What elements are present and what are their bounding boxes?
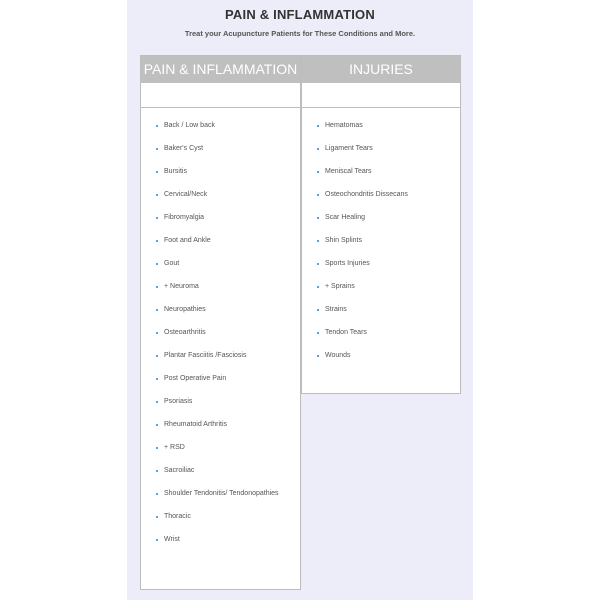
list-item [317,143,460,155]
list-item [156,258,300,270]
list-item [156,166,300,178]
list-item [317,212,460,224]
bullet-icon [156,332,158,334]
list-item-label: Bursitis [164,168,187,175]
bullet-icon [156,378,158,380]
bullet-icon [156,263,158,265]
bullet-icon [156,240,158,242]
list-item-label: Thoracic [164,513,191,520]
list-item [317,327,460,339]
list-item [156,235,300,247]
list-item [317,166,460,178]
list-item-label: Meniscal Tears [325,168,372,175]
list-item [156,488,300,500]
bullet-icon [156,516,158,518]
list-item-label: Osteochondritis Dissecans [325,191,408,198]
list-item-label: Ligament Tears [325,145,373,152]
list-item [156,143,300,155]
bullet-icon [317,217,319,219]
list-item [156,120,300,132]
bullet-icon [156,171,158,173]
list-item-label: Shoulder Tendonitis/ Tendonopathies [164,490,279,497]
list-item-label: Wrist [164,536,180,543]
list-item-label: + RSD [164,444,185,451]
bullet-icon [156,470,158,472]
list-item-label: Neuropathies [164,306,206,313]
list-item [156,465,300,477]
list-item [156,373,300,385]
bullet-icon [156,217,158,219]
bullet-icon [156,148,158,150]
bullet-icon [156,401,158,403]
bullet-icon [156,355,158,357]
list-item [156,350,300,362]
list-item-label: Strains [325,306,347,313]
pain-inflammation-column [140,55,301,590]
bullet-icon [317,263,319,265]
list-item [317,281,460,293]
list-item [317,258,460,270]
list-item [156,396,300,408]
list-item [317,189,460,201]
list-item-label: Sports Injuries [325,260,370,267]
bullet-icon [156,424,158,426]
bullet-icon [317,194,319,196]
column-spacer [141,83,300,108]
list-item [317,235,460,247]
list-item-label: Baker's Cyst [164,145,204,152]
list-item [156,212,300,224]
list-item [317,304,460,316]
list-item [317,350,460,362]
list-item-label: Hematomas [325,122,363,129]
column-heading-pain-inflammation: PAIN & INFLAMMATION [141,56,300,83]
list-item [156,281,300,293]
list-item [156,511,300,523]
bullet-icon [317,240,319,242]
injuries-list [302,108,460,362]
list-item-label: Cervical/Neck [164,191,208,198]
list-item-label: Gout [164,260,180,267]
bullet-icon [156,539,158,541]
bullet-icon [317,332,319,334]
bullet-icon [156,286,158,288]
list-item-label: Osteoarthritis [164,329,206,336]
list-item-label: + Neuroma [164,283,199,290]
list-item-label: Shin Splints [325,237,362,244]
list-item-label: Foot and Ankle [164,237,211,244]
bullet-icon [317,171,319,173]
bullet-icon [317,286,319,288]
list-item-label: Back / Low back [164,122,215,129]
page-subtitle: Treat your Acupuncture Patients for These Conditions and More. [184,29,416,38]
bullet-icon [317,125,319,127]
list-item-label: Psoriasis [164,398,193,405]
list-item-label: Sacroiliac [164,467,195,474]
pain-inflammation-list [141,108,300,546]
content-panel [127,0,473,600]
page-title: PAIN & INFLAMMATION [225,7,375,22]
injuries-column [301,55,461,394]
list-item [156,327,300,339]
list-item [156,304,300,316]
list-item-label: Fibromyalgia [164,214,205,221]
bullet-icon [156,125,158,127]
column-spacer [302,83,460,108]
bullet-icon [156,493,158,495]
list-item-label: Wounds [325,352,351,359]
bullet-icon [156,194,158,196]
bullet-icon [317,355,319,357]
column-heading-injuries: INJURIES [302,56,460,83]
bullet-icon [317,309,319,311]
list-item [317,120,460,132]
list-item [156,189,300,201]
list-item [156,442,300,454]
list-item-label: Post Operative Pain [164,375,227,382]
list-item-label: Plantar Fasciitis /Fasciosis [164,352,247,359]
list-item-label: Tendon Tears [325,329,367,336]
list-item-label: + Sprains [325,283,355,290]
list-item-label: Rheumatoid Arthritis [164,421,228,428]
bullet-icon [156,447,158,449]
list-item [156,534,300,546]
list-item-label: Scar Healing [325,214,366,221]
list-item [156,419,300,431]
bullet-icon [156,309,158,311]
bullet-icon [317,148,319,150]
